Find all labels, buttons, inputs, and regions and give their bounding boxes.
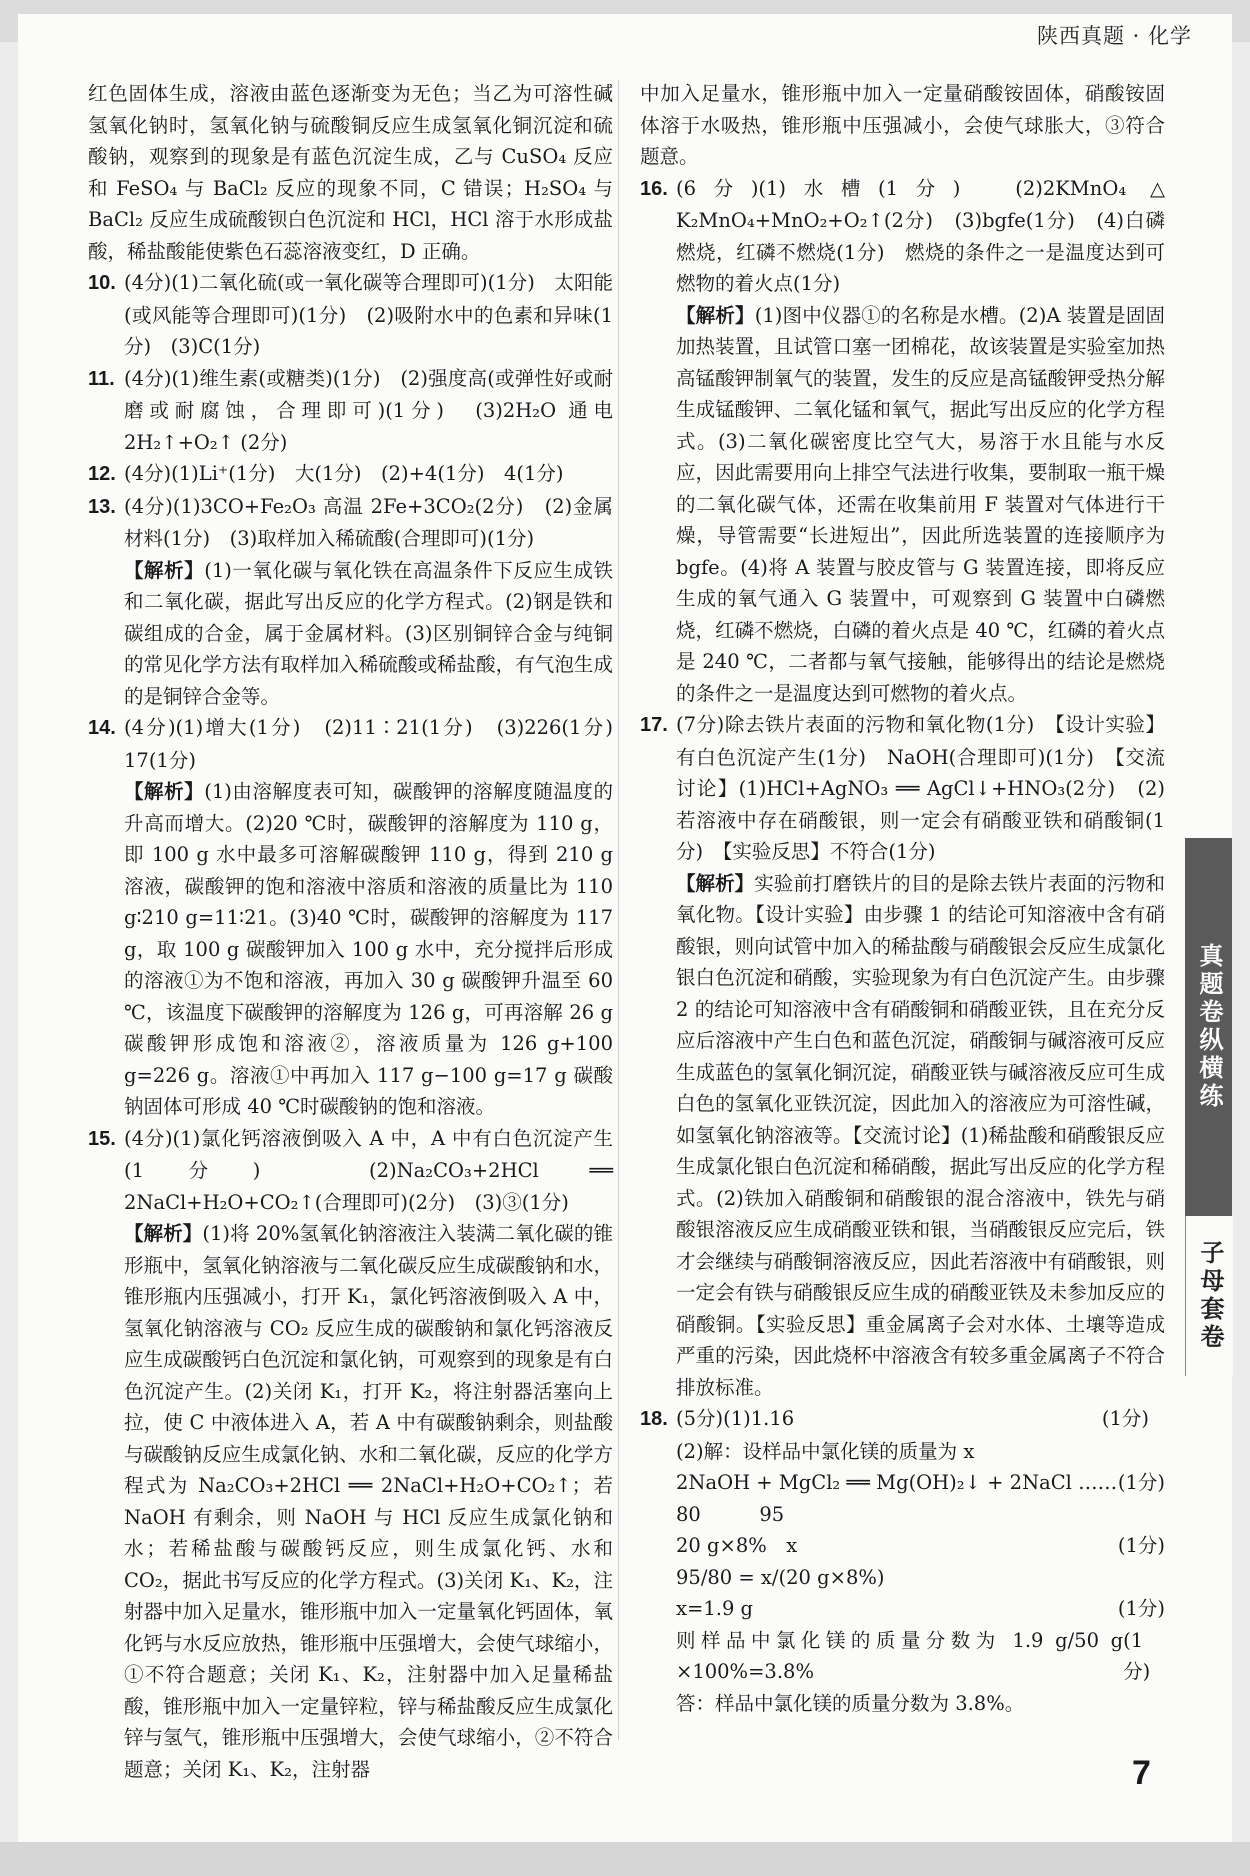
- calculation-step: [676, 1688, 1024, 1720]
- analysis-paragraph: [640, 868, 1165, 1404]
- analysis-label: 【解析】: [676, 871, 755, 895]
- question-number: 11.: [88, 367, 115, 390]
- answer-text: (7分)除去铁片表面的污物和氧化物(1分) 【设计实验】有白色沉淀产生(1分) NaOH(合理即可)(1分) 【交流讨论】(1)HCl+AgNO₃ ══ AgCl↓+HNO₃(2分) (2)若溶液中存在硝酸银，则一定会有硝酸亚铁和硝酸铜(1分) 【实验反思】不符合(1分): [676, 713, 1165, 863]
- continued-text: 中加入足量水，锥形瓶中加入一定量硝酸铵固体，硝酸铵固体溶于水吸热，锥形瓶中压强减小，会使气球胀大，③符合题意。: [640, 82, 1165, 168]
- calculation-text: 95/80 = x/(20 g×8%): [676, 1565, 885, 1589]
- question-number: 18.: [640, 1408, 668, 1430]
- calculation-line: [640, 1436, 1165, 1468]
- score-mark: (1分): [1117, 1534, 1165, 1557]
- column-divider: [618, 80, 619, 1740]
- calculation-text: x=1.9 g: [676, 1597, 754, 1620]
- answer-item: [640, 709, 1165, 868]
- question-number: 13.: [88, 495, 116, 518]
- question-number: 15.: [88, 1127, 116, 1150]
- calculation-line: [640, 1593, 1165, 1625]
- analysis-text: 实验前打磨铁片的目的是除去铁片表面的污物和氧化物。【设计实验】由步骤 1 的结论可知溶液中含有硝酸银，则向试管中加入的稀盐酸与硝酸银会反应生成氯化银白色沉淀和硝酸，实验现象为有白色沉淀产生。由步骤 2 的结论可知溶液中含有硝酸铜和硝酸亚铁，且在充分反应后溶液中产生白色和蓝色沉淀，硝酸铜与碱溶液可反应生成蓝色的氢氧化铜沉淀，硝酸亚铁与碱溶液反应可生成白色的氢氧化亚铁沉淀，因此加入的溶液应为可溶性碱，如氢氧化钠溶液等。【交流讨论】(1)稀盐酸和硝酸银反应生成氯化银白色沉淀和稀硝酸，据此写出反应的化学方程式。(2)铁加入硝酸铜和硝酸银的混合溶液中，铁先与硝酸银溶液反应生成硝酸亚铁和银，当硝酸银反应完后，铁才会继续与硝酸铜溶液反应，因此若溶液中有硝酸银，则一定会有铁与硝酸银反应生成的硝酸亚铁及未参加反应的硝酸铜。【实验反思】重金属离子会对水体、土壤等造成严重的污染，因此烧杯中溶液含有较多重金属离子不符合排放标准。: [676, 871, 1165, 1399]
- answer-text: (4分)(1)氯化钙溶液倒吸入 A 中，A 中有白色沉淀产生(1分) (2)Na₂CO₃+2HCl ══ 2NaCl+H₂O+CO₂↑(合理即可)(2分) (3)③(1分): [124, 1126, 613, 1214]
- answer-item: [88, 363, 613, 459]
- score-mark: (1分): [1117, 1597, 1165, 1620]
- calculation-step: [676, 1562, 884, 1594]
- answer-item: [88, 491, 613, 555]
- calculation-text: 则样品中氯化镁的质量分数为 1.9 g/50 g ×100%=3.8%: [676, 1628, 1124, 1683]
- answer-item: [88, 267, 613, 363]
- calculation-line: [640, 1499, 1165, 1531]
- calculation-line: [640, 1467, 1165, 1499]
- analysis-paragraph: [88, 1218, 613, 1785]
- calculation-line: [640, 1562, 1165, 1594]
- answer-item: [88, 1123, 613, 1219]
- calculation-text: (5分)(1)1.16: [676, 1407, 795, 1430]
- analysis-text: (1)图中仪器①的名称是水槽。(2)A 装置是固固加热装置，且试管口塞一团棉花，故该装置是实验室加热高锰酸钾制氧气的装置，发生的反应是高锰酸钾受热分解生成锰酸钾、二氧化锰和氧气，据此写出反应的化学方程式。(3)二氧化碳密度比空气大，易溶于水且能与水反应，因此需要用向上排空气法进行收集，要制取一瓶干燥的二氧化碳气体，还需在收集前用 F 装置对气体进行干燥，导管需要“长进短出”，因此所选装置的连接顺序为 bgfe。(4)将 A 装置与胶皮管与 G 装置连接，即将反应生成的氧气通入 G 装置中，可观察到 G 装置中白磷燃烧，红磷不燃烧，白磷的着火点是 40 ℃，红磷的着火点是 240 ℃，二者都与氧气接触，能够得出的结论是燃烧的条件之一是温度达到可燃物的着火点。: [676, 303, 1165, 705]
- calculation-step: [676, 1467, 1117, 1499]
- answer-text: (4分)(1)3CO+Fe₂O₃ 高温 2Fe+3CO₂(2分) (2)金属材料(1分) (3)取样加入稀硫酸(合理即可)(1分): [124, 494, 613, 550]
- bottom-band: [0, 1842, 1250, 1876]
- page-number: 7: [1132, 1754, 1151, 1792]
- question-number: 16.: [640, 177, 668, 200]
- answer-item: [88, 712, 633, 776]
- calculation-step: [676, 1625, 1123, 1688]
- answer-item: [640, 173, 1165, 300]
- calculation-text: 80 95: [676, 1502, 785, 1526]
- answer-item: [88, 458, 613, 491]
- analysis-paragraph: [88, 555, 613, 713]
- answer-text: (4分)(1)维生素(或糖类)(1分) (2)强度高(或弹性好或耐磨或耐腐蚀，合理即可)(1分) (3)2H₂O 通电 2H₂↑+O₂↑ (2分): [124, 366, 613, 454]
- right-column: [640, 78, 1165, 1719]
- calculation-line: [640, 1625, 1165, 1688]
- analysis-label: 【解析】: [124, 558, 205, 582]
- calculation-text: 2NaOH + MgCl₂ ══ Mg(OH)₂↓ + 2NaCl ……: [676, 1471, 1118, 1494]
- question-number: 14.: [88, 717, 116, 739]
- calculation-step: [676, 1593, 753, 1625]
- analysis-paragraph: [88, 776, 613, 1123]
- score-mark: (1分): [1117, 1471, 1165, 1494]
- question-number: 17.: [640, 714, 668, 736]
- analysis-text: (1)由溶解度表可知，碳酸钾的溶解度随温度的升高而增大。(2)20 ℃时，碳酸钾的溶解度为 110 g，即 100 g 水中最多可溶解碳酸钾 110 g，得到 210 g 溶液，碳酸钾的饱和溶液中溶质和溶液的质量比为 110 g∶210 g=11∶21。(3)40 ℃时，碳酸钾的溶解度为 117 g，取 100 g 碳酸钾加入 100 g 水中，充分搅拌后形成的溶液①为不饱和溶液，再加入 30 g 碳酸钾升温至 60 ℃，该温度下碳酸钾的溶解度为 126 g，可再溶解 26 g 碳酸钾形成饱和溶液②，溶液质量为 126 g+100 g=226 g。溶液①中再加入 117 g−100 g=17 g 碳酸钠固体可形成 40 ℃时碳酸钠的饱和溶液。: [124, 780, 613, 1118]
- answer-text: (4分)(1)Li⁺(1分) 大(1分) (2)+4(1分) 4(1分): [124, 462, 564, 485]
- calculation-text: 20 g×8% x: [676, 1534, 798, 1557]
- calculation-step: [676, 1499, 784, 1531]
- page-header: 陕西真题 · 化学: [1036, 24, 1192, 48]
- analysis-label: 【解析】: [676, 303, 755, 327]
- side-tab-secondary: 子母套卷: [1185, 1216, 1233, 1376]
- continued-text: 红色固体生成，溶液由蓝色逐渐变为无色；当乙为可溶性碱氢氧化钠时，氢氧化钠与硫酸铜反应生成氢氧化铜沉淀和硫酸钠，观察到的现象是有蓝色沉淀生成，乙与 CuSO₄ 反应和 FeSO₄ 与 BaCl₂ 反应的现象不同，C 错误；H₂SO₄ 与 BaCl₂ 反应生成硫酸钡白色沉淀和 HCl，HCl 溶于水形成盐酸，稀盐酸能使紫色石蕊溶液变红，D 正确。: [88, 82, 613, 263]
- analysis-text: (1)将 20%氢氧化钠溶液注入装满二氧化碳的锥形瓶中，氢氧化钠溶液与二氧化碳反应生成碳酸钠和水，锥形瓶内压强减小，打开 K₁，氯化钙溶液倒吸入 A 中，氢氧化钠溶液与 CO₂ 反应生成的碳酸钠和氯化钙溶液反应生成碳酸钙白色沉淀和氯化钠，可观察到的现象是有白色沉淀产生。(2)关闭 K₁，打开 K₂，将注射器活塞向上拉，使 C 中液体进入 A，若 A 中有碳酸钠剩余，则盐酸与碳酸钠反应生成氯化钠、水和二氧化碳，反应的化学方程式为 Na₂CO₃+2HCl ══ 2NaCl+H₂O+CO₂↑；若 NaOH 有剩余，则 NaOH 与 HCl 反应生成氯化钠和水；若稀盐酸与碳酸钙反应，则生成氯化钙、水和 CO₂，据此书写反应的化学方程式。(3)关闭 K₁、K₂，注射器中加入足量水，锥形瓶中加入一定量氧化钙固体，氧化钙与水反应放热，锥形瓶中压强增大，会使气球缩小，①不符合题意；关闭 K₁、K₂，注射器中加入足量稀盐酸，锥形瓶中加入一定量锌粒，锌与稀盐酸反应生成氯化锌与氢气，锥形瓶中压强增大，会使气球缩小，②不符合题意；关闭 K₁、K₂，注射器: [124, 1222, 613, 1781]
- question-number: 10.: [88, 272, 116, 294]
- analysis-label: 【解析】: [124, 780, 205, 803]
- score-mark: (1分): [1101, 1407, 1150, 1430]
- calculation-line: [640, 1403, 1165, 1436]
- side-tab-primary: 真题卷纵横练: [1185, 838, 1232, 1216]
- calculation-step: [676, 1530, 797, 1562]
- left-column: [88, 78, 633, 1785]
- answer-text: (4分)(1)二氧化硫(或一氧化碳等合理即可)(1分) 太阳能(或风能等合理即可)(1分) (2)吸附水中的色素和异味(1分) (3)C(1分): [124, 271, 613, 358]
- analysis-paragraph: [640, 300, 1165, 710]
- answer-text: (6分)(1)水槽(1分) (2)2KMnO₄ △ K₂MnO₄+MnO₂+O₂↑(2分) (3)bgfe(1分) (4)白磷燃烧，红磷不燃烧(1分) 燃烧的条件之一是温度达到可燃物的着火点(1分): [676, 176, 1165, 295]
- answer-text: (4分)(1)增大(1分) (2)11∶21(1分) (3)226(1分) 17(1分): [124, 716, 633, 772]
- calculation-text: (2)解：设样品中氯化镁的质量为 x: [676, 1439, 975, 1463]
- calculation-step: [676, 1436, 974, 1468]
- calculation-line: [640, 1530, 1165, 1562]
- question-number: 12.: [88, 463, 116, 485]
- analysis-label: 【解析】: [124, 1222, 203, 1245]
- score-mark: (1分): [1123, 1628, 1151, 1683]
- calculation-text: 答：样品中氯化镁的质量分数为 3.8%。: [676, 1691, 1025, 1715]
- calculation-line: [640, 1688, 1165, 1720]
- analysis-text: (1)一氧化碳与氧化铁在高温条件下反应生成铁和二氧化碳，据此写出反应的化学方程式。(2)钢是铁和碳组成的合金，属于金属材料。(3)区别铜锌合金与纯铜的常见化学方法有取样加入稀硫酸或稀盐酸，有气泡生成的是铜锌合金等。: [124, 558, 613, 708]
- calculation-step: [640, 1403, 795, 1436]
